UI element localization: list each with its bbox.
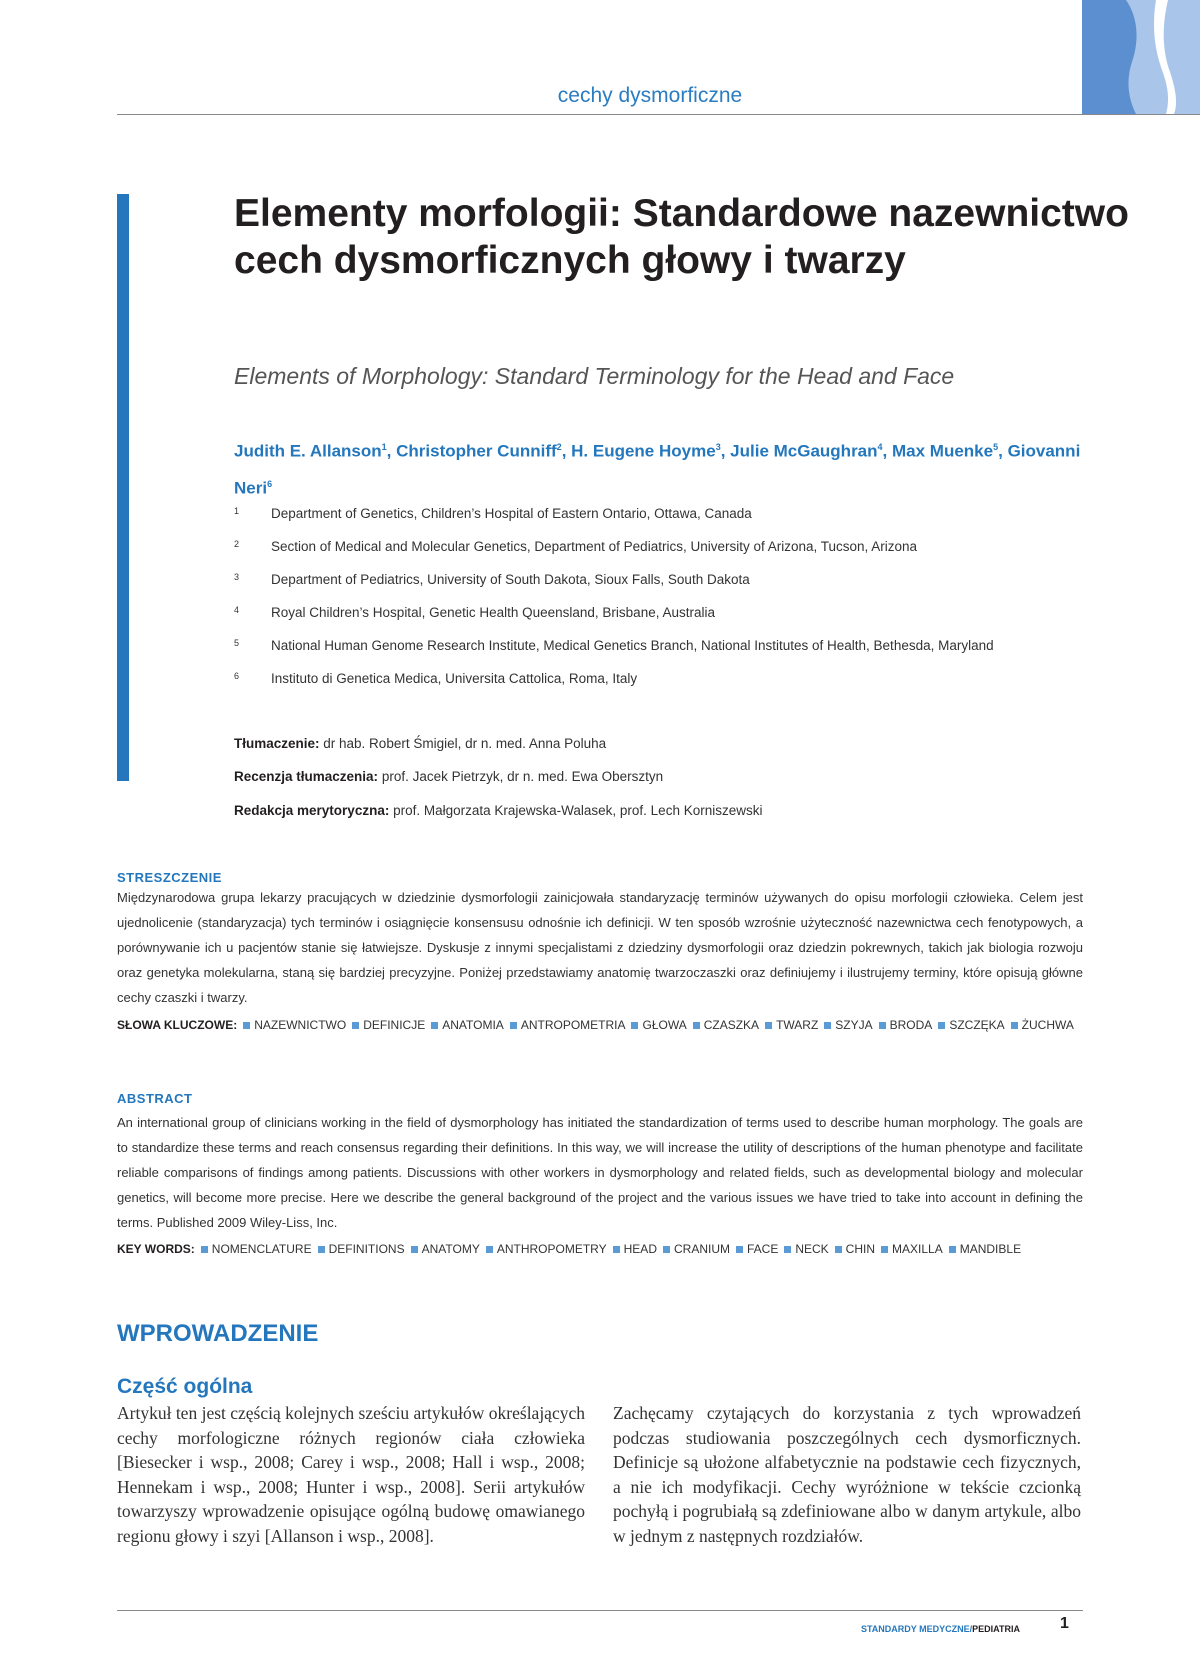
running-header: cechy dysmorficzne xyxy=(557,84,743,107)
affiliation-item: 3 Department of Pediatrics, University of South Dakota, Sioux Falls, South Dakota xyxy=(234,572,750,587)
body-column-left: Artykuł ten jest częścią kolejnych sześciu artykułów określających cechy morfologiczne różnych regionów ciała człowieka [Biesecker i wsp., 2008; Carey i wsp., 2008; Hall i wsp., 2008; Hennekam i wsp., 2008; Hunter i wsp., 2008]. Serii artykułów towarzyszy wprowadzenie opisujące ogólną budowę omawianego regionu głowy i szyi [Allanson i wsp., 2008]. xyxy=(117,1403,585,1546)
keyword-bullet-icon xyxy=(949,1246,956,1253)
credit-editing: Redakcja merytoryczna: prof. Małgorzata Krajewska-Walasek, prof. Lech Korniszewski xyxy=(234,803,763,818)
keyword-bullet-icon xyxy=(613,1246,620,1253)
affiliation-item: 1 Department of Genetics, Children’s Hospital of Eastern Ontario, Ottawa, Canada xyxy=(234,506,752,521)
keyword-bullet-icon xyxy=(938,1022,945,1029)
accent-bar xyxy=(117,194,129,781)
keyword: SZCZĘKA xyxy=(949,1018,1005,1032)
keyword: ANATOMY xyxy=(421,1242,480,1256)
keyword-bullet-icon xyxy=(736,1246,743,1253)
keyword: NAZEWNICTWO xyxy=(254,1018,347,1032)
keyword: BRODA xyxy=(889,1018,933,1032)
keyword: FACE xyxy=(746,1242,779,1256)
keyword-bullet-icon xyxy=(1011,1022,1018,1029)
author-name: Max Muenke xyxy=(892,441,994,461)
affiliation-item: 6 Instituto di Genetica Medica, Universita Cattolica, Roma, Italy xyxy=(234,671,638,686)
header-rule xyxy=(117,114,1200,115)
author-name: Giovanni Neri xyxy=(234,441,1081,498)
keyword: CRANIUM xyxy=(673,1242,730,1256)
credit-review: Recenzja tłumaczenia: prof. Jacek Pietrzyk, dr n. med. Ewa Obersztyn xyxy=(234,769,664,784)
author-affiliation-mark: 5 xyxy=(993,442,999,452)
keyword: DEFINITIONS xyxy=(328,1242,405,1256)
keyword-bullet-icon xyxy=(411,1246,418,1253)
keyword: NOMENCLATURE xyxy=(211,1242,312,1256)
author-name: H. Eugene Hoyme xyxy=(571,441,716,461)
keyword-bullet-icon xyxy=(784,1246,791,1253)
keyword-bullet-icon xyxy=(765,1022,772,1029)
keyword-bullet-icon xyxy=(835,1246,842,1253)
keyword-bullet-icon xyxy=(881,1246,888,1253)
streszczenie-keywords: SŁOWA KLUCZOWE: NAZEWNICTWO DEFINICJE ANATOMIA ANTROPOMETRIA GŁOWA CZASZKA TWARZ SZYJA BRODA SZCZĘKA ŻUCHWA xyxy=(117,1018,1074,1032)
abstract-heading: ABSTRACT xyxy=(117,1091,193,1106)
author-affiliation-mark: 3 xyxy=(715,442,721,452)
author-name: Judith E. Allanson xyxy=(234,441,382,461)
keyword: GŁOWA xyxy=(642,1018,687,1032)
keyword: SZYJA xyxy=(835,1018,873,1032)
page-number: 1 xyxy=(1060,1615,1069,1632)
abstract-text: An international group of clinicians working in the field of dysmorphology has initiated the standardization of terms used to describe human morphology. The goals are to standardize these terms and reach consensus regarding their definitions. In this way, we will increase the utility of descriptions of the human phenotype and facilitate reliable comparisons of findings among patients. Discussions with other workers in dysmorphology and related fields, such as developmental biology and molecular genetics, will become more precise. Here we describe the general background of the project and the various issues we have tried to take into account in defining the terms. Published 2009 Wiley-Liss, Inc. xyxy=(117,1115,1083,1230)
keyword: ANATOMIA xyxy=(442,1018,504,1032)
streszczenie-heading: STRESZCZENIE xyxy=(117,870,222,885)
author-name: Julie McGaughran xyxy=(730,441,878,461)
keyword-bullet-icon xyxy=(879,1022,886,1029)
author-list: Judith E. Allanson$^1$, Christopher Cunniff$^2$, H. Eugene Hoyme$^3$, Julie McGaughran$^4$, Max Muenke$^5$, Giovanni Neri$^6$ xyxy=(234,441,1081,498)
keyword: NECK xyxy=(795,1242,829,1256)
keyword-bullet-icon xyxy=(693,1022,700,1029)
keyword-bullet-icon xyxy=(243,1022,250,1029)
journal-name: STANDARDY MEDYCZNE/PEDIATRIA xyxy=(860,1624,1020,1634)
affiliation-item: 2 Section of Medical and Molecular Genetics, Department of Pediatrics, University of Arizona, Tucson, Arizona xyxy=(234,539,918,554)
footer-rule xyxy=(117,1610,1083,1611)
streszczenie-text: Międzynarodowa grupa lekarzy pracujących w dziedzinie dysmorfologii zainicjowała standaryzację terminów używanych do opisu morfologii człowieka. Celem jest ujednolicenie (standaryzacja) tych terminów i osiągnięcie konsensusu odnośnie ich definicji. W ten sposób wzrośnie użyteczność nazewnictwa cech fenotypowych, a porównywanie ich u pacjentów stanie się łatwiejsze. Dyskusje z innymi specjalistami z dziedziny dysmorfologii oraz dziedzin pokrewnych, takich jak biologia rozwoju oraz genetyka molekularna, staną się bardziej precyzyjne. Poniżej przedstawiamy anatomię twarzoczaszki oraz definiujemy i ilustrujemy terminy, które opisują główne cechy czaszki i twarzy. xyxy=(117,890,1083,1005)
affiliation-item: 5 National Human Genome Research Institute, Medical Genetics Branch, National Institutes of Health, Bethesda, Maryland xyxy=(234,638,994,653)
keyword: MANDIBLE xyxy=(959,1242,1022,1256)
keyword-bullet-icon xyxy=(510,1022,517,1029)
keyword: HEAD xyxy=(623,1242,657,1256)
keyword-bullet-icon xyxy=(201,1246,208,1253)
keyword-bullet-icon xyxy=(824,1022,831,1029)
keyword: DEFINICJE xyxy=(363,1018,426,1032)
author-affiliation-mark: 4 xyxy=(877,442,883,452)
keyword: TWARZ xyxy=(776,1018,819,1032)
keyword-bullet-icon xyxy=(486,1246,493,1253)
article-subtitle: Elements of Morphology: Standard Terminology for the Head and Face xyxy=(234,363,955,389)
header-decoration xyxy=(1082,0,1200,114)
keyword-bullet-icon xyxy=(431,1022,438,1029)
keyword: MAXILLA xyxy=(892,1242,943,1256)
section-heading: WPROWADZENIE xyxy=(117,1320,319,1347)
author-affiliation-mark: 6 xyxy=(267,478,273,489)
keyword-bullet-icon xyxy=(631,1022,638,1029)
affiliation-item: 4 Royal Children’s Hospital, Genetic Health Queensland, Brisbane, Australia xyxy=(234,605,715,620)
article-title: Elementy morfologii: Standardowe nazewnictwo cech dysmorficznych głowy i twarzy xyxy=(234,192,1129,282)
abstract-keywords: KEY WORDS: NOMENCLATURE DEFINITIONS ANATOMY ANTHROPOMETRY HEAD CRANIUM FACE NECK CHIN MAXILLA MANDIBLE xyxy=(117,1242,1022,1256)
keyword-bullet-icon xyxy=(663,1246,670,1253)
author-affiliation-mark: 1 xyxy=(381,442,387,452)
keyword: ŻUCHWA xyxy=(1021,1018,1074,1032)
keyword-bullet-icon xyxy=(352,1022,359,1029)
keyword: ANTHROPOMETRY xyxy=(496,1242,607,1256)
keyword: CHIN xyxy=(845,1242,876,1256)
keyword-bullet-icon xyxy=(318,1246,325,1253)
keyword: CZASZKA xyxy=(703,1018,760,1032)
body-column-right: Zachęcamy czytających do korzystania z tych wprowadzeń podczas studiowania poszczególnych cech dysmorficznych. Definicje są ułożone alfabetycznie na podstawie cech fizycznych, a nie ich modyfikacji. Cechy wyróżnione w tekście czcionką pochyłą i pogrubiałą są zdefiniowane albo w danym artykule, albo w jednym z następnych rozdziałów. xyxy=(613,1403,1081,1546)
author-name: Christopher Cunniff xyxy=(396,441,557,461)
keyword: ANTROPOMETRIA xyxy=(520,1018,626,1032)
subsection-heading: Część ogólna xyxy=(117,1375,253,1398)
author-affiliation-mark: 2 xyxy=(556,442,562,452)
credit-translation: Tłumaczenie: dr hab. Robert Śmigiel, dr n. med. Anna Poluha xyxy=(234,736,607,751)
